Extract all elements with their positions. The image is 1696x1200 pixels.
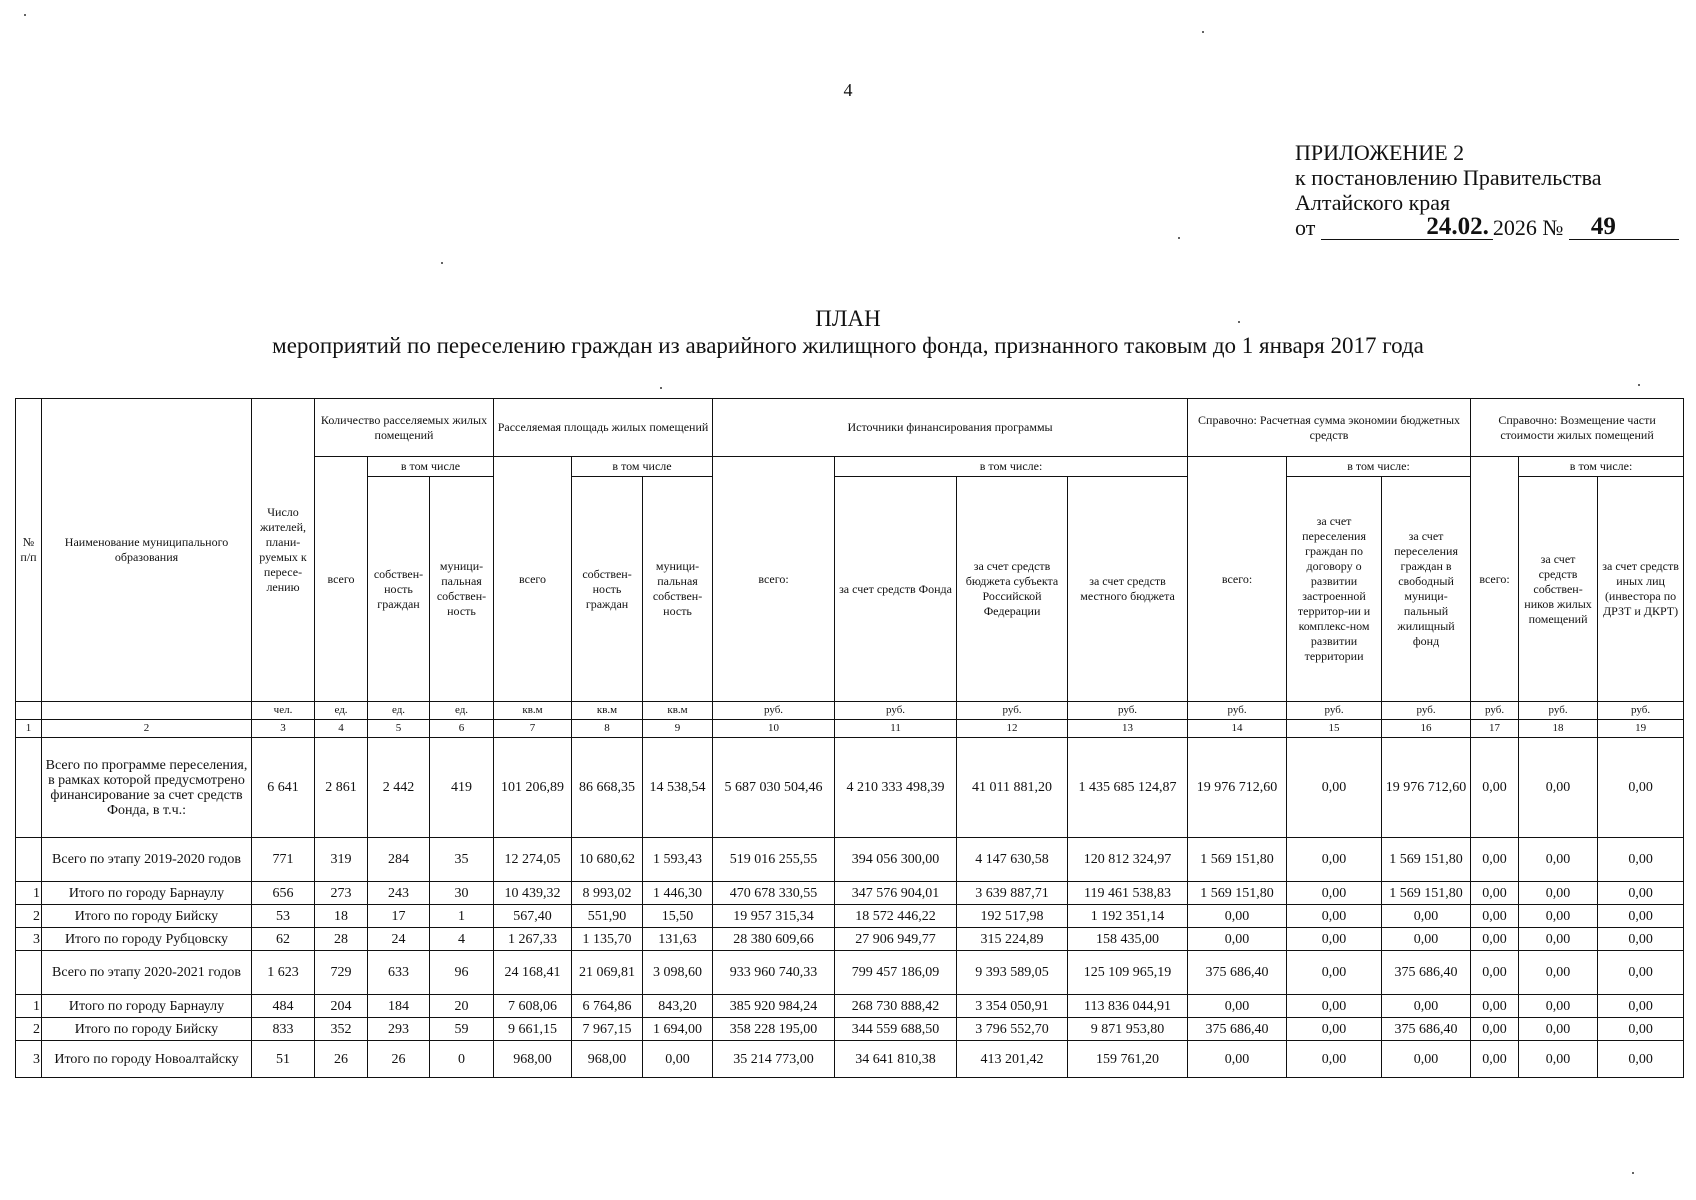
table-row-cell: Итого по городу Бийску: [42, 905, 252, 928]
table-row-cell: 19 957 315,34: [713, 905, 835, 928]
table-row-cell: 729: [315, 951, 368, 995]
table-row-cell: 1 569 151,80: [1382, 882, 1471, 905]
table-row-cell: 101 206,89: [494, 738, 572, 838]
table-row-cell: 0,00: [1598, 838, 1684, 882]
table-row-cell: 1: [430, 905, 494, 928]
table-row-cell: 0,00: [1287, 882, 1382, 905]
units-row-cell: кв.м: [572, 702, 643, 720]
table-row-cell: 3 354 050,91: [957, 995, 1068, 1018]
table-row-cell: Итого по городу Рубцовску: [42, 928, 252, 951]
table-row-cell: 2 442: [368, 738, 430, 838]
table-row-cell: 0,00: [1519, 838, 1598, 882]
table-row-cell: 833: [252, 1018, 315, 1041]
units-row-cell: руб.: [1382, 702, 1471, 720]
table-row-cell: 119 461 538,83: [1068, 882, 1188, 905]
table-row-cell: 1 446,30: [643, 882, 713, 905]
table-row-cell: 273: [315, 882, 368, 905]
table-row-cell: 0,00: [1598, 928, 1684, 951]
column-number-row-cell: 15: [1287, 720, 1382, 738]
table-row-cell: 0,00: [643, 1041, 713, 1078]
table-row-cell: 0,00: [1519, 1041, 1598, 1078]
column-number-row-cell: 13: [1068, 720, 1188, 738]
table-row-cell: 0,00: [1287, 905, 1382, 928]
header-econ-development: за счет переселения граждан по договору о развитии застроенной территор-ии и комплекс-ном развитии территории: [1287, 477, 1382, 702]
table-row-cell: 1 593,43: [643, 838, 713, 882]
header-econ-free-fund: за счет переселения граждан в свободный муници-пальный жилищный фонд: [1382, 477, 1471, 702]
column-number-row-cell: 7: [494, 720, 572, 738]
table-row-cell: 0,00: [1519, 905, 1598, 928]
table-row: [16, 995, 1684, 1018]
table-row-cell: 843,20: [643, 995, 713, 1018]
table-row-cell: 19 976 712,60: [1382, 738, 1471, 838]
table-row-cell: 17: [368, 905, 430, 928]
table-row-cell: 0,00: [1471, 928, 1519, 951]
header-area-own: собствен-ность граждан: [572, 477, 643, 702]
table-row-cell: 293: [368, 1018, 430, 1041]
table-row-cell: 633: [368, 951, 430, 995]
table-row-cell: 1: [16, 882, 42, 905]
table-row-cell: 5 687 030 504,46: [713, 738, 835, 838]
number-label: №: [1542, 215, 1564, 240]
number-field: 49: [1569, 215, 1679, 240]
table-row-cell: 26: [368, 1041, 430, 1078]
table-row-cell: 0,00: [1519, 882, 1598, 905]
table-row-cell: Итого по городу Новоалтайску: [42, 1041, 252, 1078]
table-row-cell: 26: [315, 1041, 368, 1078]
table-row-cell: 120 812 324,97: [1068, 838, 1188, 882]
table-row-cell: 4 210 333 498,39: [835, 738, 957, 838]
header-econ-incl: в том числе:: [1287, 457, 1471, 477]
table-row-cell: 35 214 773,00: [713, 1041, 835, 1078]
column-number-row-cell: 11: [835, 720, 957, 738]
table-row-cell: 243: [368, 882, 430, 905]
table-row-cell: 319: [315, 838, 368, 882]
table-row-cell: 18 572 446,22: [835, 905, 957, 928]
scan-speck: [441, 262, 443, 264]
table-row-cell: 0,00: [1519, 1018, 1598, 1041]
table-row-cell: [16, 838, 42, 882]
table-row-cell: 0,00: [1287, 1018, 1382, 1041]
scan-speck: [1632, 1172, 1634, 1174]
units-row: [16, 702, 1684, 720]
header-rooms-group: Количество расселяемых жилых помещений: [315, 399, 494, 457]
table-row: [16, 1018, 1684, 1041]
table-row-cell: 2 861: [315, 738, 368, 838]
column-number-row-cell: 14: [1188, 720, 1287, 738]
header-area-municipal: муници-пальная собствен-ность: [643, 477, 713, 702]
table-row: [16, 1041, 1684, 1078]
table-row-cell: 4: [430, 928, 494, 951]
table-row-cell: 28: [315, 928, 368, 951]
table-row-cell: Итого по городу Бийску: [42, 1018, 252, 1041]
table-row-cell: 30: [430, 882, 494, 905]
table-row: [16, 905, 1684, 928]
table-row-cell: 125 109 965,19: [1068, 951, 1188, 995]
table-row-cell: 0,00: [1519, 928, 1598, 951]
table-row-cell: 0,00: [1188, 995, 1287, 1018]
table-row-cell: Всего по этапу 2020-2021 годов: [42, 951, 252, 995]
header-fin-total: всего:: [713, 457, 835, 702]
column-number-row-cell: 6: [430, 720, 494, 738]
column-number-row-cell: 1: [16, 720, 42, 738]
table-row-cell: 204: [315, 995, 368, 1018]
table-row-cell: 3 098,60: [643, 951, 713, 995]
table-row-cell: 0,00: [1598, 905, 1684, 928]
column-number-row-cell: 10: [713, 720, 835, 738]
header-residents: Число жителей, плани-руемых к пересе-лению: [252, 399, 315, 702]
header-comp-investors: за счет средств иных лиц (инвестора по ДРЗТ и ДКРТ): [1598, 477, 1684, 702]
table-row-cell: 0,00: [1287, 928, 1382, 951]
table-row-cell: 62: [252, 928, 315, 951]
units-row-cell: кв.м: [494, 702, 572, 720]
resettlement-plan-table: [15, 398, 1684, 1078]
units-row-cell: кв.м: [643, 702, 713, 720]
table-row-cell: 2: [16, 1018, 42, 1041]
year-label: 2026: [1492, 215, 1537, 240]
table-row-cell: 0,00: [1598, 995, 1684, 1018]
table-row-cell: 551,90: [572, 905, 643, 928]
table-row-cell: 968,00: [494, 1041, 572, 1078]
header-num: № п/п: [16, 399, 42, 702]
table-row-cell: 0,00: [1471, 1041, 1519, 1078]
header-name: Наименование муниципального образования: [42, 399, 252, 702]
table-row-cell: 567,40: [494, 905, 572, 928]
table-row-cell: 0,00: [1471, 738, 1519, 838]
table-row-cell: 3 796 552,70: [957, 1018, 1068, 1041]
table-row-cell: 1 192 351,14: [1068, 905, 1188, 928]
table-row-cell: 1: [16, 995, 42, 1018]
table-row-cell: [16, 951, 42, 995]
page-number: 4: [843, 80, 853, 100]
column-number-row-cell: 19: [1598, 720, 1684, 738]
table-row-cell: 0,00: [1471, 838, 1519, 882]
table-row-cell: 315 224,89: [957, 928, 1068, 951]
table-row-cell: 268 730 888,42: [835, 995, 957, 1018]
header-area-total: всего: [494, 457, 572, 702]
units-row-cell: руб.: [835, 702, 957, 720]
table-row-cell: 7 608,06: [494, 995, 572, 1018]
table-row: [16, 882, 1684, 905]
column-number-row-cell: 18: [1519, 720, 1598, 738]
table-row-cell: 131,63: [643, 928, 713, 951]
column-number-row-cell: 9: [643, 720, 713, 738]
units-row-cell: руб.: [1471, 702, 1519, 720]
table-row-cell: 0,00: [1598, 738, 1684, 838]
column-number-row-cell: 3: [252, 720, 315, 738]
table-row-cell: 96: [430, 951, 494, 995]
table-row-cell: 27 906 949,77: [835, 928, 957, 951]
title-main: ПЛАН: [815, 306, 881, 331]
table-row-cell: 0,00: [1382, 995, 1471, 1018]
table-row-cell: 413 201,42: [957, 1041, 1068, 1078]
table-row-cell: 3: [16, 1041, 42, 1078]
table-row-cell: 1 267,33: [494, 928, 572, 951]
column-number-row-cell: 4: [315, 720, 368, 738]
table-row-cell: 1 435 685 124,87: [1068, 738, 1188, 838]
document-title: [0, 305, 1696, 359]
table-row-cell: 968,00: [572, 1041, 643, 1078]
column-number-row: [16, 720, 1684, 738]
table-row-cell: 3: [16, 928, 42, 951]
table-row-cell: 0,00: [1519, 738, 1598, 838]
table-row-cell: Всего по программе переселения, в рамках которой предусмотрено финансирование за счет средств Фонда, в т.ч.:: [42, 738, 252, 838]
column-number-row-cell: 17: [1471, 720, 1519, 738]
appendix-title: ПРИЛОЖЕНИЕ 2: [1295, 140, 1465, 165]
table-row-cell: 419: [430, 738, 494, 838]
column-number-row-cell: 12: [957, 720, 1068, 738]
table-row-cell: 113 836 044,91: [1068, 995, 1188, 1018]
table-row-cell: 1 569 151,80: [1188, 882, 1287, 905]
scan-speck: [660, 387, 662, 389]
units-row-cell: [42, 702, 252, 720]
table-row-cell: 0,00: [1188, 1041, 1287, 1078]
header-rooms-incl: в том числе: [368, 457, 494, 477]
table-row-cell: 375 686,40: [1382, 1018, 1471, 1041]
table-row-cell: 1 694,00: [643, 1018, 713, 1041]
table-row-cell: 394 056 300,00: [835, 838, 957, 882]
table-row-cell: 347 576 904,01: [835, 882, 957, 905]
table-row-cell: 1 569 151,80: [1188, 838, 1287, 882]
units-row-cell: руб.: [713, 702, 835, 720]
table-row-cell: 375 686,40: [1188, 1018, 1287, 1041]
table-row-cell: 8 993,02: [572, 882, 643, 905]
table-row-cell: 6 641: [252, 738, 315, 838]
table-row-cell: [16, 738, 42, 838]
table-row-cell: 484: [252, 995, 315, 1018]
table-row-cell: 771: [252, 838, 315, 882]
scan-speck: [1238, 321, 1240, 323]
table-row-cell: 0,00: [1188, 905, 1287, 928]
table-row-cell: 0,00: [1471, 995, 1519, 1018]
table-row-cell: 358 228 195,00: [713, 1018, 835, 1041]
table-row: [16, 951, 1684, 995]
header-econ-total: всего:: [1188, 457, 1287, 702]
table-row-cell: 0,00: [1471, 1018, 1519, 1041]
header-area-incl: в том числе: [572, 457, 713, 477]
column-number-row-cell: 5: [368, 720, 430, 738]
table-row-cell: 9 871 953,80: [1068, 1018, 1188, 1041]
scan-speck: [1178, 237, 1180, 239]
column-number-row-cell: 8: [572, 720, 643, 738]
units-row-cell: чел.: [252, 702, 315, 720]
table-row-cell: 0,00: [1598, 1041, 1684, 1078]
table-row-cell: 9 393 589,05: [957, 951, 1068, 995]
header-economy-group: Справочно: Расчетная сумма экономии бюджетных средств: [1188, 399, 1471, 457]
table-row-cell: 1 569 151,80: [1382, 838, 1471, 882]
table-row-cell: 0,00: [1471, 905, 1519, 928]
table-row-cell: 0,00: [1519, 995, 1598, 1018]
table-row-cell: 0,00: [1287, 1041, 1382, 1078]
header-rooms-municipal: муници-пальная собствен-ность: [430, 477, 494, 702]
header-financing-group: Источники финансирования программы: [713, 399, 1188, 457]
appendix-line-1: к постановлению Правительства: [1295, 165, 1602, 190]
table-row-cell: 0,00: [1188, 928, 1287, 951]
units-row-cell: ед.: [368, 702, 430, 720]
table-row-cell: 9 661,15: [494, 1018, 572, 1041]
table-row-cell: 0,00: [1287, 951, 1382, 995]
table-row-cell: 35: [430, 838, 494, 882]
table-row-cell: 6 764,86: [572, 995, 643, 1018]
table-row-cell: 41 011 881,20: [957, 738, 1068, 838]
appendix-line-2: Алтайского края: [1295, 190, 1451, 215]
table-row-cell: 24 168,41: [494, 951, 572, 995]
scan-speck: [1202, 31, 1204, 33]
table-row-cell: 2: [16, 905, 42, 928]
table-row-cell: 799 457 186,09: [835, 951, 957, 995]
units-row-cell: руб.: [957, 702, 1068, 720]
appendix-block: [1295, 140, 1679, 240]
date-field: 24.02.: [1321, 215, 1493, 240]
from-label: от: [1295, 215, 1316, 240]
table-row-cell: 0,00: [1287, 738, 1382, 838]
table-row-cell: 0,00: [1287, 838, 1382, 882]
header-fin-local: за счет средств местного бюджета: [1068, 477, 1188, 702]
table-row-cell: 1 135,70: [572, 928, 643, 951]
table-row-cell: 0,00: [1471, 882, 1519, 905]
table-row-cell: Итого по городу Барнаулу: [42, 882, 252, 905]
table-row-cell: 14 538,54: [643, 738, 713, 838]
scan-speck: [1638, 384, 1640, 386]
table-row-cell: 375 686,40: [1382, 951, 1471, 995]
table-row-cell: 0: [430, 1041, 494, 1078]
table-row-cell: 375 686,40: [1188, 951, 1287, 995]
table-row-cell: 86 668,35: [572, 738, 643, 838]
table-row-cell: 53: [252, 905, 315, 928]
table-row: [16, 838, 1684, 882]
header-fin-fund: за счет средств Фонда: [835, 477, 957, 702]
table-row-cell: 0,00: [1471, 951, 1519, 995]
table-row-cell: 15,50: [643, 905, 713, 928]
header-comp-owners: за счет средств собствен-ников жилых помещений: [1519, 477, 1598, 702]
table-row-cell: 656: [252, 882, 315, 905]
table-row-cell: 158 435,00: [1068, 928, 1188, 951]
table-row-cell: 0,00: [1598, 951, 1684, 995]
title-subtitle: мероприятий по переселению граждан из аварийного жилищного фонда, признанного таковым до 1 января 2017 года: [272, 333, 1424, 358]
table-row-cell: 10 439,32: [494, 882, 572, 905]
header-comp-incl: в том числе:: [1519, 457, 1684, 477]
column-number-row-cell: 16: [1382, 720, 1471, 738]
table-row-cell: 12 274,05: [494, 838, 572, 882]
table-row-cell: 184: [368, 995, 430, 1018]
table-row-cell: 470 678 330,55: [713, 882, 835, 905]
table-row-cell: 3 639 887,71: [957, 882, 1068, 905]
table-row-cell: 0,00: [1519, 951, 1598, 995]
table-row-cell: 19 976 712,60: [1188, 738, 1287, 838]
units-row-cell: ед.: [430, 702, 494, 720]
table-row-cell: 519 016 255,55: [713, 838, 835, 882]
table-row-cell: 21 069,81: [572, 951, 643, 995]
table-row-cell: 0,00: [1382, 905, 1471, 928]
table-row-cell: 0,00: [1382, 1041, 1471, 1078]
table-row-cell: 344 559 688,50: [835, 1018, 957, 1041]
units-row-cell: руб.: [1519, 702, 1598, 720]
appendix-date-line: [1295, 215, 1679, 240]
table-row-cell: 284: [368, 838, 430, 882]
table-row-cell: 10 680,62: [572, 838, 643, 882]
header-rooms-total: всего: [315, 457, 368, 702]
table-row-cell: 28 380 609,66: [713, 928, 835, 951]
table-row-cell: Всего по этапу 2019-2020 годов: [42, 838, 252, 882]
table-row-cell: 933 960 740,33: [713, 951, 835, 995]
table-row: [16, 928, 1684, 951]
header-compensation-group: Справочно: Возмещение части стоимости жилых помещений: [1471, 399, 1684, 457]
table-row-cell: 20: [430, 995, 494, 1018]
table-row: [16, 738, 1684, 838]
table-row-cell: 385 920 984,24: [713, 995, 835, 1018]
table-row-cell: 0,00: [1598, 1018, 1684, 1041]
table-row-cell: 0,00: [1287, 995, 1382, 1018]
table-row-cell: 0,00: [1382, 928, 1471, 951]
units-row-cell: [16, 702, 42, 720]
header-comp-total: всего:: [1471, 457, 1519, 702]
table-row-cell: 18: [315, 905, 368, 928]
units-row-cell: руб.: [1598, 702, 1684, 720]
table-row-cell: 51: [252, 1041, 315, 1078]
table-row-cell: 0,00: [1598, 882, 1684, 905]
table-row-cell: 34 641 810,38: [835, 1041, 957, 1078]
scan-speck: [24, 14, 26, 16]
units-row-cell: ед.: [315, 702, 368, 720]
units-row-cell: руб.: [1188, 702, 1287, 720]
table-row-cell: 159 761,20: [1068, 1041, 1188, 1078]
header-fin-incl: в том числе:: [835, 457, 1188, 477]
table-row-cell: 59: [430, 1018, 494, 1041]
header-fin-subject: за счет средств бюджета субъекта Российской Федерации: [957, 477, 1068, 702]
table-row-cell: 7 967,15: [572, 1018, 643, 1041]
header-rooms-own: собствен-ность граждан: [368, 477, 430, 702]
column-number-row-cell: 2: [42, 720, 252, 738]
table-row-cell: Итого по городу Барнаулу: [42, 995, 252, 1018]
table-row-cell: 4 147 630,58: [957, 838, 1068, 882]
units-row-cell: руб.: [1068, 702, 1188, 720]
table-row-cell: 1 623: [252, 951, 315, 995]
table-row-cell: 192 517,98: [957, 905, 1068, 928]
table-row-cell: 352: [315, 1018, 368, 1041]
units-row-cell: руб.: [1287, 702, 1382, 720]
header-area-group: Расселяемая площадь жилых помещений: [494, 399, 713, 457]
table-row-cell: 24: [368, 928, 430, 951]
